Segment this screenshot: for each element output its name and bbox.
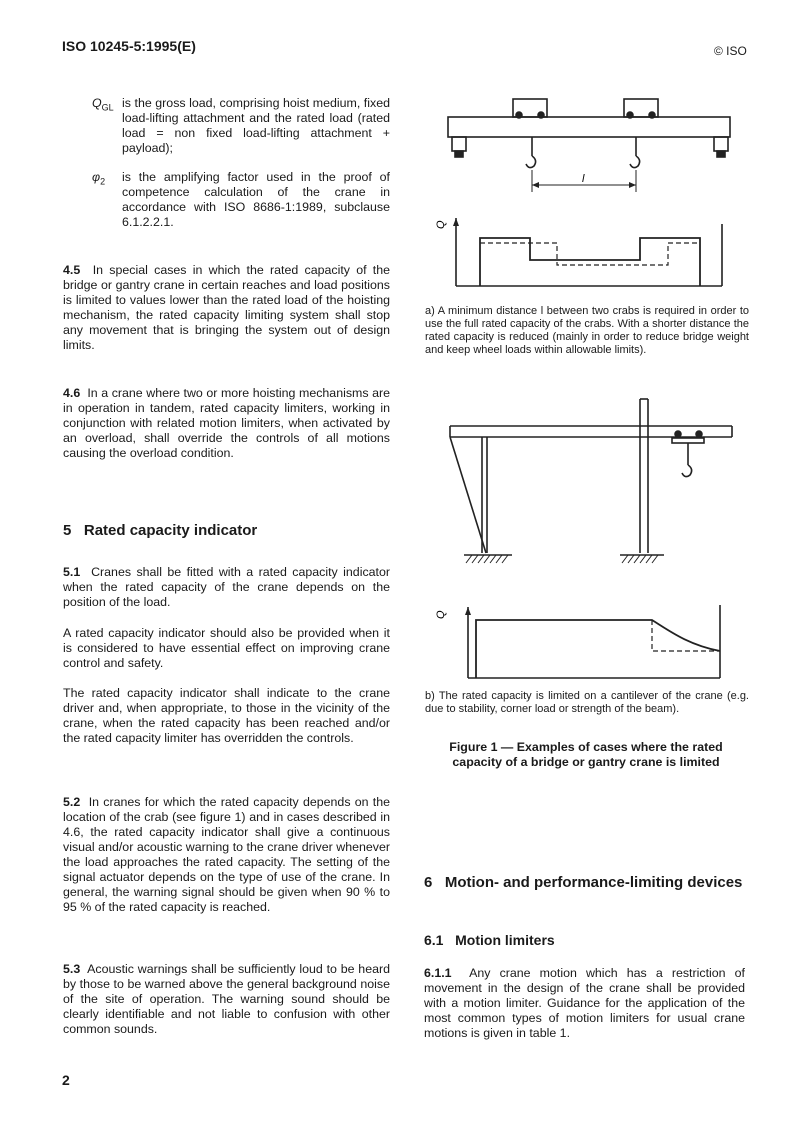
clause-text: Acoustic warnings shall be sufficiently loud to be heard by those to be warned above the general background noise of the site of operation. The warning sound should be clearly identifiable and not liable to confusion with other common sounds.: [63, 962, 391, 1036]
capacity-axis-label: Q: [435, 610, 447, 619]
symbol-phi2: $\varphi_2$: [92, 170, 106, 187]
clause-number: 6.1.1: [424, 966, 452, 980]
figure-1b-caption: b) The rated capacity is limited on a cantilever of the crane (e.g. due to stability, corner load or strength of the beam).: [425, 690, 749, 715]
clause-number: 5.3: [63, 962, 81, 976]
section-number: 6.1: [424, 932, 444, 948]
clause-text: In a crane where two or more hoisting mechanisms are in operation in tandem, rated capacity limiters, working in conjunction with related motion limiters, when activated by an overload, shall override the controls of all motions causing the overload condition.: [63, 386, 391, 460]
clause-text: In cranes for which the rated capacity depends on the location of the crab (see figure 1) and in cases described in 4.6, the rated capacity indicator shall give a continuous visual and/or acoustic warning to the crane driver whenever the load approaches the rated capacity. The setting of the signal actuator depends on the type of use of the crane. In general, the warning signal should be given when 90 % to 95 % of the rated capacity is reached.: [63, 795, 390, 914]
bridge-crane-drawing: [448, 99, 730, 192]
clause-text: Cranes shall be fitted with a rated capacity indicator when the rated capacity of the crane depends on the position of the load.: [63, 565, 390, 609]
figure-1a-caption: a) A minimum distance l between two crabs is required in order to use the full rated capacity of the crabs. With a shorter distance the rated capacity is reduced (mainly in order to reduce bridge weight and keep wheel loads within allowable limits).: [425, 305, 749, 356]
paragraph-5-1-c: The rated capacity indicator shall indicate to the crane driver and, when appropriate, to those in the vicinity of the crane, when the rated capacity has been reached and/or the rated capacity limiter has overridden the controls.: [63, 686, 390, 745]
clause-number: 5.2: [63, 795, 81, 809]
crab-right-wheel: [627, 112, 633, 118]
reduced-capacity-line: [652, 620, 720, 651]
capacity-curve: [476, 620, 720, 678]
capacity-axis-label: Q: [435, 220, 447, 229]
capacity-graph-a: [453, 218, 722, 286]
clause-6-1-1: [424, 966, 745, 1041]
section-number: 5: [63, 522, 72, 539]
section-5-heading: [63, 522, 257, 539]
gantry-hook: [682, 465, 692, 477]
section-title: Motion limiters: [455, 932, 555, 948]
copyright-mark: © ISO: [714, 44, 747, 58]
left-wheel: [455, 151, 463, 157]
definition-qgl-text: is the gross load, comprising hoist medium, fixed load-lifting attachment and the rated load (rated load = non fixed load-lifting attachment + payload);: [122, 96, 390, 155]
definition-phi2: [92, 170, 390, 230]
page-number: 2: [62, 1072, 70, 1088]
standard-header: ISO 10245-5:1995(E): [62, 38, 196, 54]
clause-5-2: [63, 795, 390, 915]
clause-5-3: [63, 962, 390, 1037]
trolley-wheel: [696, 431, 702, 437]
gantry-crane-drawing: [450, 399, 732, 563]
bridge-girder: [448, 117, 730, 137]
clause-text: In special cases in which the rated capacity of the bridge or gantry crane in certain reaches and load positions is limited to values lower than the rated load of the hoisting mechanism, the rated capacity limiting system shall stop any movement that is bringing the system out of design limits.: [63, 263, 391, 352]
crab-left-wheel: [538, 112, 544, 118]
section-number: 6: [424, 874, 433, 891]
y-axis-arrow: [465, 607, 471, 615]
trolley-wheel: [675, 431, 681, 437]
y-axis-arrow: [453, 218, 459, 226]
clause-number: 4.5: [63, 263, 81, 277]
clause-4-5: [63, 263, 390, 353]
reduced-capacity-curve: [480, 243, 700, 265]
hook-left: [526, 156, 536, 168]
left-end-carriage: [452, 137, 466, 151]
section-title: Rated capacity indicator: [83, 522, 258, 539]
ground-hatching: [466, 555, 658, 563]
clause-number: 4.6: [63, 386, 81, 400]
clause-number: 5.1: [63, 565, 81, 579]
figure-1b-diagram: [420, 393, 750, 693]
clause-text: Any crane motion which has a restriction of movement in the design of the crane shall be provided with a motion limiter. Guidance for the application of the most common types of motion limiters for usual crane motions is given in table 1.: [424, 966, 745, 1040]
section-6-1-heading: [424, 932, 555, 948]
capacity-curve: [480, 238, 700, 286]
section-title: Motion- and performance-limiting devices: [444, 874, 743, 891]
right-wheel: [717, 151, 725, 157]
definition-phi2-text: is the amplifying factor used in the proof of competence calculation of the crane in accordance with ISO 8686-1:1989, subclause 6.1.2.2.1.: [122, 170, 390, 229]
figure-1-title: Figure 1 — Examples of cases where the rated capacity of a bridge or gantry crane is limited: [449, 740, 723, 769]
crab-right-wheel: [649, 112, 655, 118]
distance-label: l: [582, 173, 585, 185]
clause-4-6: [63, 386, 390, 461]
figure-1a-diagram: [420, 88, 750, 298]
crab-left-wheel: [516, 112, 522, 118]
symbol-qgl: $Q_{GL}$: [92, 96, 114, 113]
clause-5-1: [63, 565, 390, 610]
trolley-body: [672, 438, 704, 443]
hook-right: [630, 156, 640, 168]
right-end-carriage: [714, 137, 728, 151]
paragraph-5-1-b: A rated capacity indicator should also be provided when it is considered to have essential effect on improving crane control and safety.: [63, 626, 390, 670]
section-6-heading: [424, 874, 744, 891]
capacity-graph-b: [465, 605, 720, 678]
left-leg-brace: [450, 437, 486, 553]
definition-qgl: [92, 96, 390, 156]
